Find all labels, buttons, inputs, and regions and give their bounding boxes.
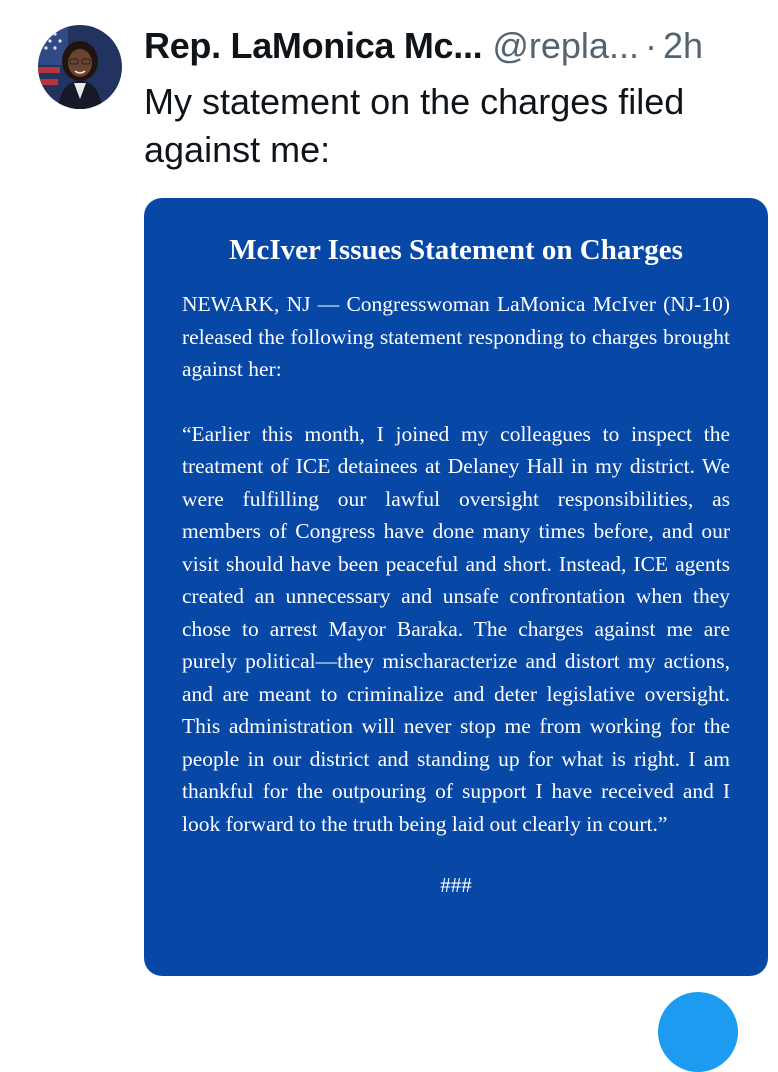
avatar[interactable] (38, 25, 122, 109)
statement-paragraph: NEWARK, NJ — Congresswoman LaMonica McIver (NJ-10) released the following statement responding to charges brought against her: (182, 292, 730, 381)
timestamp[interactable]: 2h (662, 25, 704, 66)
end-mark: ### (440, 873, 472, 897)
media-image[interactable] (144, 198, 768, 976)
separator-dot: · (644, 25, 657, 66)
compose-button[interactable] (658, 992, 738, 1072)
tweet-text: My statement on the charges filed against me: (144, 81, 685, 170)
statement-quote: “Earlier this month, I joined my colleagues to inspect the treatment of ICE detainees at Delaney Hall in my district. We were fulfilling our lawful oversight responsibilities, as members of Congress have done many times before, and our visit should have been peaceful and short. Instead, ICE agents created an unnecessary and unsafe confrontation when they chose to arrest Mayor Baraka. The charges against me are purely political—they mischaracterize and distort my actions, and are meant to criminalize and deter legislative oversight. This administration will never stop me from working for the people in our district and standing up for what is right. I am thankful for the outpouring of support I have received and I look forward to the truth being laid out clearly in court.” (182, 421, 730, 836)
display-name[interactable]: Rep. LaMonica Mc... (144, 25, 483, 66)
statement-title: McIver Issues Statement on Charges (229, 234, 683, 266)
user-handle[interactable]: @repla... (492, 25, 639, 66)
profile-photo (38, 25, 122, 109)
tweet-header (144, 22, 768, 70)
